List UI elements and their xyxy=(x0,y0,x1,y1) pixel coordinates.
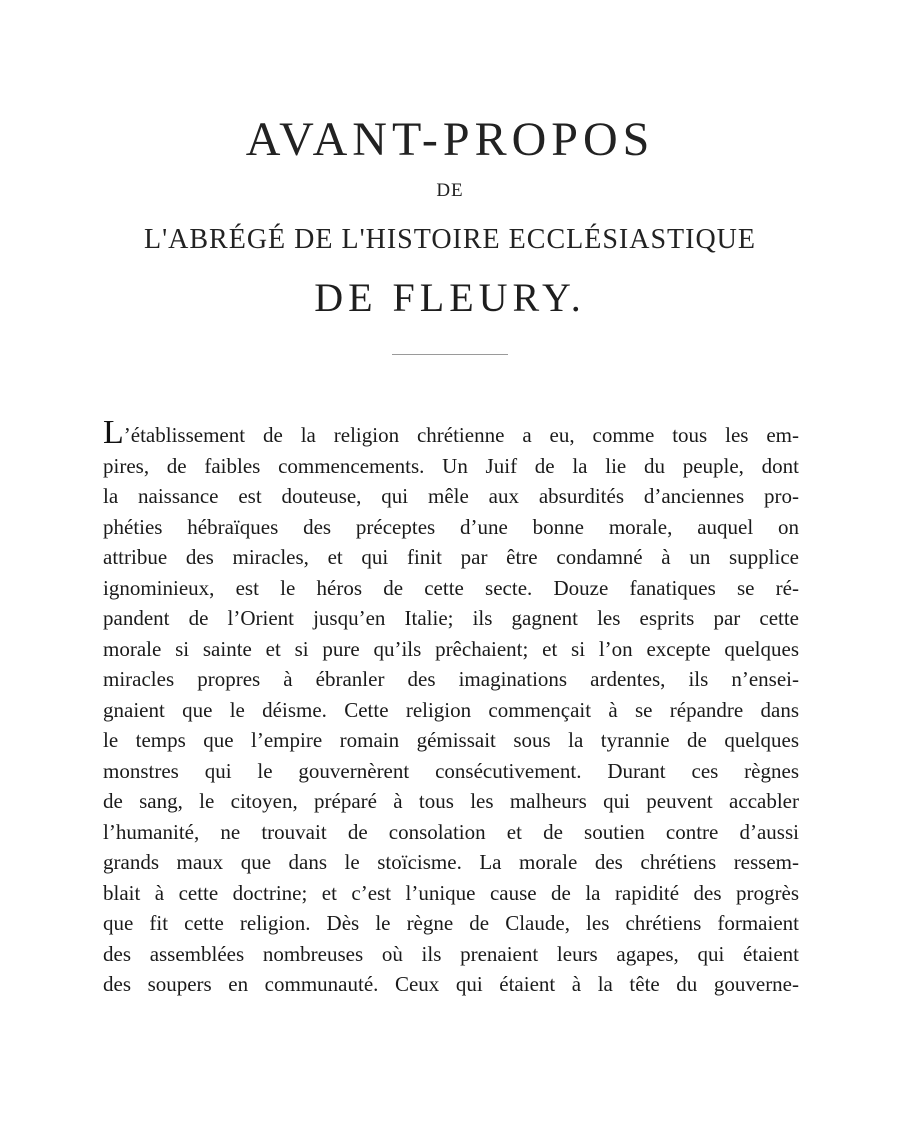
body-line: des soupers en communauté. Ceux qui étaient à la tête du gouverne- xyxy=(103,972,799,996)
body-line: miracles propres à ébranler des imaginations ardentes, ils n’ensei- xyxy=(103,667,799,691)
page-subtitle-author: DE FLEURY. xyxy=(314,275,586,320)
body-line: des assemblées nombreuses où ils prenaient leurs agapes, qui étaient xyxy=(103,941,799,966)
body-line: grands maux que dans le stoïcisme. La morale des chrétiens ressem- xyxy=(103,850,799,874)
body-line: pandent de l’Orient jusqu’en Italie; ils gagnent les esprits par cette xyxy=(103,606,799,630)
body-line: phéties hébraïques des préceptes d’une bonne morale, auquel on xyxy=(103,514,799,539)
body-line: de sang, le citoyen, préparé à tous les malheurs qui peuvent accabler xyxy=(103,789,799,813)
body-line: que fit cette religion. Dès le règne de Claude, les chrétiens formaient xyxy=(103,911,799,935)
body-line: monstres qui le gouvernèrent consécutivement. Durant ces règnes xyxy=(103,758,799,783)
body-line: pires, de faibles commencements. Un Juif de la lie du peuple, dont xyxy=(103,453,799,478)
body-line-0 xyxy=(103,414,799,451)
body-line: l’humanité, ne trouvait de consolation et de soutien contre d’aussi xyxy=(103,819,799,844)
body-line: morale si sainte et si pure qu’ils prêchaient; et si l’on excepte quelques xyxy=(103,636,799,661)
body-line-text: ’établissement de la religion chrétienne a eu, comme tous les em- xyxy=(123,423,799,447)
body-line: blait à cette doctrine; et c’est l’unique cause de la rapidité des progrès xyxy=(103,880,799,905)
page-subtitle: L'ABRÉGÉ DE L'HISTOIRE ECCLÉSIASTIQUE xyxy=(144,224,756,255)
body-line: la naissance est douteuse, qui mêle aux absurdités d’anciennes pro- xyxy=(103,484,799,508)
body-line: attribue des miracles, et qui finit par être condamné à un supplice xyxy=(103,545,799,569)
section-divider xyxy=(392,354,508,355)
body-line: le temps que l’empire romain gémissait sous la tyrannie de quelques xyxy=(103,728,799,752)
title-connector: DE xyxy=(436,180,464,201)
body-paragraph xyxy=(103,414,799,1000)
body-line: gnaient que le déisme. Cette religion commençait à se répandre dans xyxy=(103,697,799,722)
body-line: ignominieux, est le héros de cette secte. Douze fanatiques se ré- xyxy=(103,575,799,600)
page-title: AVANT-PROPOS xyxy=(245,113,655,166)
drop-cap: L xyxy=(103,414,124,451)
